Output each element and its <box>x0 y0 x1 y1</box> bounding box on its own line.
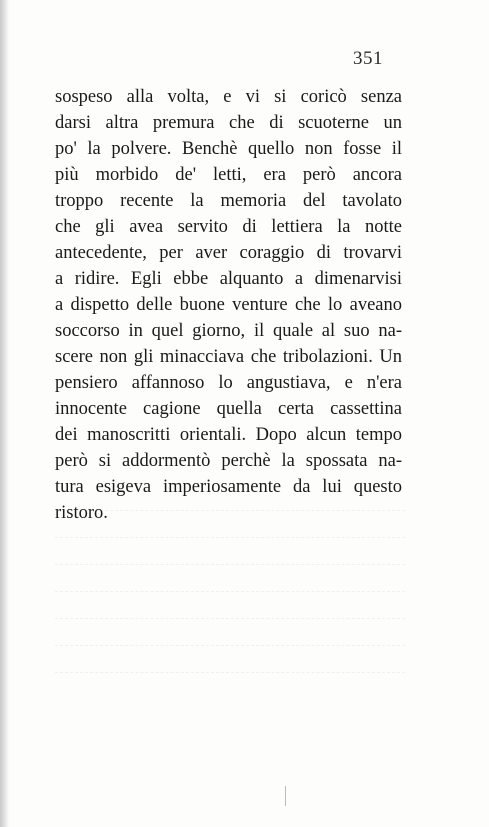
paper-mark <box>285 786 286 806</box>
text-line: dei manoscritti orientali. Dopo alcun tempo <box>55 425 402 445</box>
show-through-line <box>55 564 405 591</box>
body-text <box>55 84 402 526</box>
show-through-line <box>55 510 405 537</box>
text-line: che gli avea servito di lettiera la notte <box>55 217 402 237</box>
page-number: 351 <box>353 48 383 69</box>
page-binding-edge <box>0 0 9 827</box>
show-through-line <box>55 645 405 672</box>
text-line: troppo recente la memoria del tavolato <box>55 191 402 211</box>
text-line: ristoro. <box>55 503 108 523</box>
text-line: scere non gli minacciava che tribolazioni. Un <box>55 347 402 367</box>
text-line: antecedente, per aver coraggio di trovarvi <box>55 243 402 263</box>
text-line: po' la polvere. Benchè quello non fosse il <box>55 139 402 159</box>
text-line: sospeso alla volta, e vi si coricò senza <box>55 87 402 107</box>
text-line: darsi altra premura che di scuoterne un <box>55 113 402 133</box>
show-through-line <box>55 672 405 699</box>
text-line: innocente cagione quella certa cassettina <box>55 399 402 419</box>
show-through-line <box>55 537 405 564</box>
show-through-line <box>55 618 405 645</box>
show-through-texture <box>55 510 405 700</box>
text-line: soccorso in quel giorno, il quale al suo na- <box>55 321 402 341</box>
show-through-line <box>55 591 405 618</box>
text-line: più morbido de' letti, era però ancora <box>55 165 402 185</box>
text-line: però si addormentò perchè la spossata na- <box>55 451 402 471</box>
text-line: a dispetto delle buone venture che lo aveano <box>55 295 402 315</box>
text-line: tura esigeva imperiosamente da lui questo <box>55 477 402 497</box>
text-line: a ridire. Egli ebbe alquanto a dimenarvisi <box>55 269 402 289</box>
text-line: pensiero affannoso lo angustiava, e n'era <box>55 373 402 393</box>
